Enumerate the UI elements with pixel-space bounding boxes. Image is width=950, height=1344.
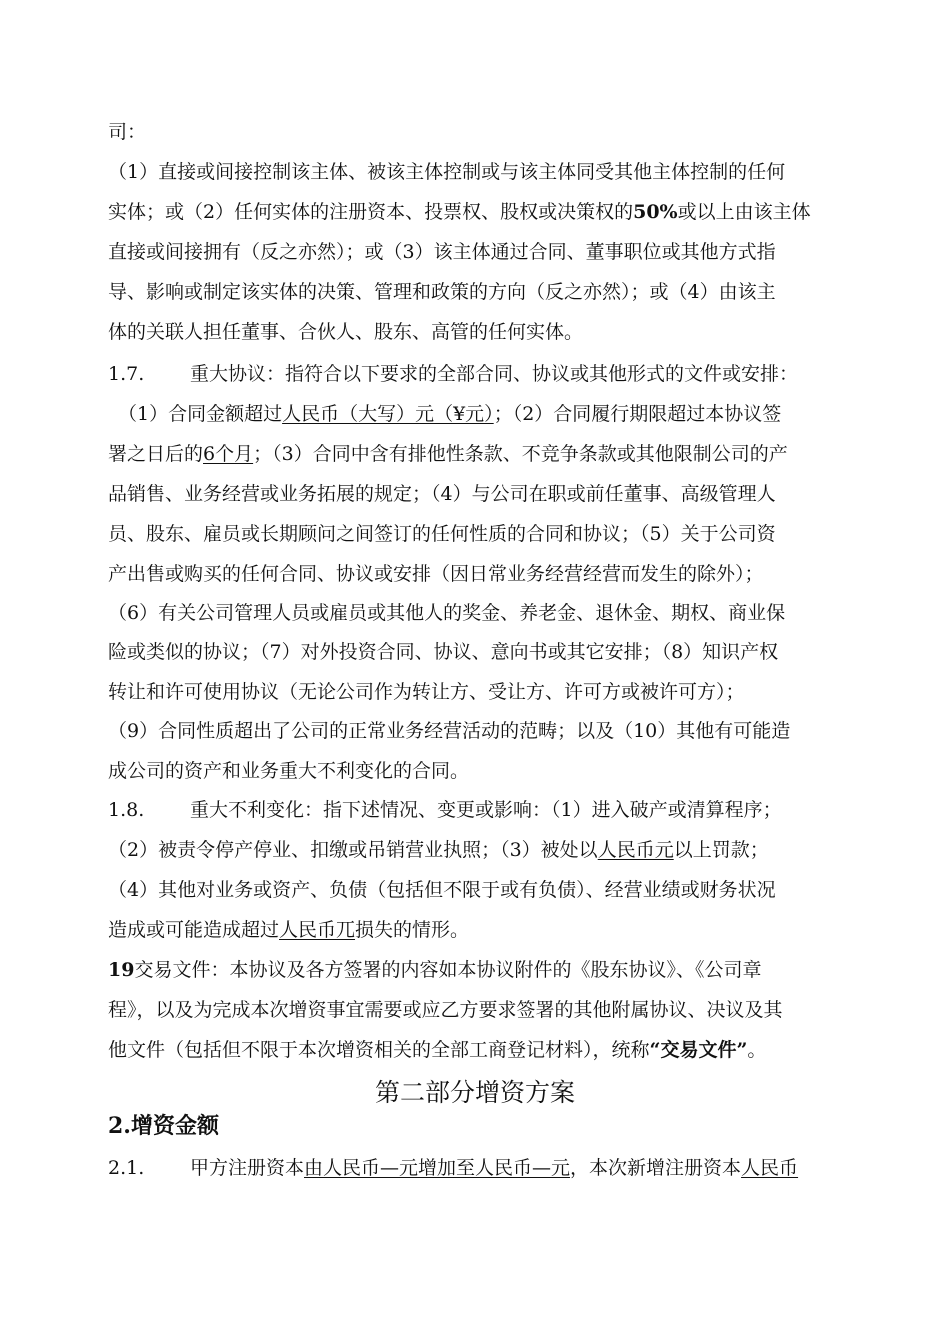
section-title: 第二部分增资方案 bbox=[374, 1078, 575, 1107]
text-line: 造成或可能造成超过人民币兀损失的情形。 bbox=[108, 919, 470, 941]
clause-1-9: 19交易文件：本协议及各方签署的内容如本协议附件的《股东协议》、《公司章 bbox=[108, 959, 762, 981]
text-line: 产出售或购买的任何合同、协议或安排（因日常业务经营经营而发生的除外）； bbox=[108, 563, 764, 585]
clause-number: 2.1. bbox=[108, 1157, 145, 1179]
text-line: 导、影响或制定该实体的决策、管理和政策的方向（反之亦然）；或（4）由该主 bbox=[108, 281, 776, 303]
clause-1-7: 1.7. 重大协议：指符合以下要求的全部合同、协议或其他形式的文件或安排： bbox=[108, 363, 799, 385]
text-line: 体的关联人担任董事、合伙人、股东、高管的任何实体。 bbox=[108, 321, 584, 343]
clause-number: 1.7. bbox=[108, 363, 145, 385]
text-line: 司： bbox=[108, 121, 147, 143]
text-line: （6）有关公司管理人员或雇员或其他人的奖金、养老金、退休金、期权、商业保 bbox=[108, 602, 786, 624]
text-line: 成公司的资产和业务重大不利变化的合同。 bbox=[108, 760, 470, 782]
text-line: 实体；或（2）任何实体的注册资本、投票权、股权或决策权的50%或以上由该主体 bbox=[108, 201, 811, 223]
text-line: 程》，以及为完成本次增资事宜需要或应乙方要求签署的其他附属协议、决议及其 bbox=[108, 999, 783, 1021]
text-line: （2）被责令停产停业、扣缴或吊销营业执照；（3）被处以人民币元以上罚款； bbox=[108, 839, 769, 861]
clause-number: 19 bbox=[108, 959, 135, 981]
text-line: （1）直接或间接控制该主体、被该主体控制或与该主体同受其他主体控制的任何 bbox=[108, 161, 786, 183]
text-line: （9）合同性质超出了公司的正常业务经营活动的范畴；以及（10）其他有可能造 bbox=[108, 720, 791, 742]
text-line: 直接或间接拥有（反之亦然）；或（3）该主体通过合同、董事职位或其他方式指 bbox=[108, 241, 776, 263]
clause-number: 1.8. bbox=[108, 799, 145, 821]
text-line: 员、股东、雇员或长期顾问之间签订的任何性质的合同和协议；（5）关于公司资 bbox=[108, 523, 776, 545]
clause-2-1: 2.1. 甲方注册资本由人民币—元增加至人民币—元，本次新增注册资本人民币 bbox=[108, 1157, 799, 1179]
text-line: 险或类似的协议；（7）对外投资合同、协议、意向书或其它安排；（8）知识产权 bbox=[108, 641, 779, 663]
text-line: 转让和许可使用协议（无论公司作为转让方、受让方、许可方或被许可方）； bbox=[108, 681, 745, 703]
clause-1-8: 1.8. 重大不利变化：指下述情况、变更或影响：（1）进入破产或清算程序； bbox=[108, 799, 782, 821]
text-line: 他文件（包括但不限于本次增资相关的全部工商登记材料），统称“交易文件”。 bbox=[108, 1039, 767, 1061]
text-line: （4）其他对业务或资产、负债（包括但不限于或有负债）、经营业绩或财务状况 bbox=[108, 879, 776, 901]
section-heading: 2.增资金额 bbox=[108, 1113, 219, 1139]
text-line: （1）合同金额超过人民币（大写）元（¥元）；（2）合同履行期限超过本协议签 bbox=[118, 403, 782, 425]
text-line: 署之日后的6个月；（3）合同中含有排他性条款、不竞争条款或其他限制公司的产 bbox=[108, 443, 788, 465]
text-line: 品销售、业务经营或业务拓展的规定；（4）与公司在职或前任董事、高级管理人 bbox=[108, 483, 776, 505]
